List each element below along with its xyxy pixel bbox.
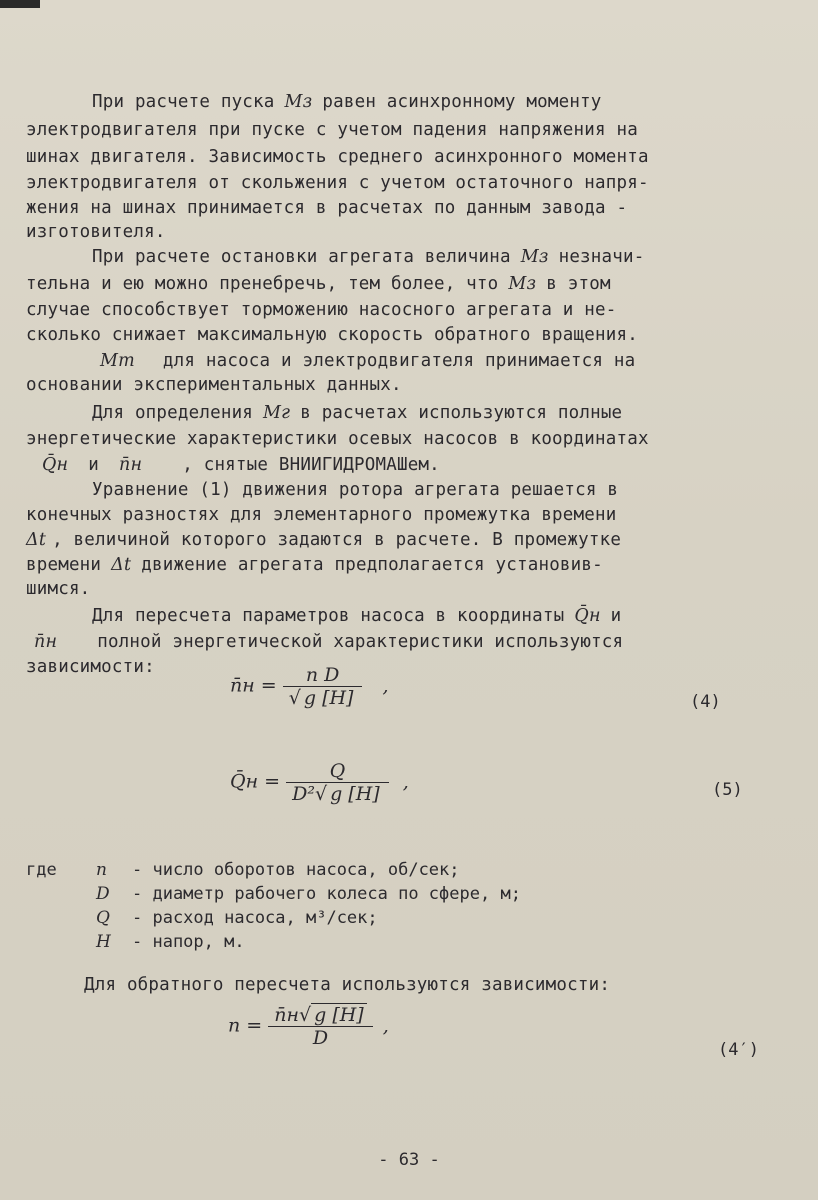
text-line: основании экспериментальных данных. bbox=[26, 375, 402, 395]
text-line: времени Δt движение агрегата предполагается установив- bbox=[26, 555, 603, 575]
text-line: Δt , величиной которого задаются в расчете. В промежутке bbox=[26, 530, 622, 550]
text-line: шимся. bbox=[26, 579, 91, 599]
equation-number: (5) bbox=[712, 780, 743, 800]
text-line: Уравнение (1) движения ротора агрегата решается в bbox=[92, 480, 619, 500]
variable-definitions bbox=[26, 858, 521, 954]
text-line: зависимости: bbox=[26, 657, 155, 677]
text-line: Mт для насоса и электродвигателя принимается на bbox=[100, 351, 636, 371]
formula-4: n̄н = $\frac{\text{n D}}{√ g [H]}$ , bbox=[230, 664, 389, 709]
formula-4-prime: n = $\frac{n̄н√ g [H]}{D}$ , bbox=[228, 1004, 389, 1049]
definition-row: где n - число оборотов насоса, об/сек; bbox=[26, 860, 460, 880]
text-line: энергетические характеристики осевых насосов в координатах bbox=[26, 429, 649, 449]
text-line: Q̄н и n̄н , снятые ВНИИГИДРОМАШем. bbox=[42, 455, 440, 475]
text-line: При расчете пуска Mз равен асинхронному моменту bbox=[92, 92, 602, 112]
text-line: тельна и ею можно пренебречь, тем более, что Mз в этом bbox=[26, 274, 611, 294]
text-line: Для определения Mг в расчетах используются полные bbox=[92, 403, 623, 423]
text-line: n̄н полной энергетической характеристики используются bbox=[34, 632, 624, 652]
page-number: - 63 - bbox=[378, 1150, 440, 1170]
text-line: Для пересчета параметров насоса в координаты Q̄н и bbox=[92, 606, 622, 626]
definition-row: D - диаметр рабочего колеса по сфере, м; bbox=[96, 884, 521, 904]
equation-number: (4′) bbox=[718, 1040, 759, 1060]
text-line: Для обратного пересчета используются зависимости: bbox=[84, 975, 611, 995]
formula-5: Q̄н = $\frac{Q}{\text{D²√ g [H]}}$ , bbox=[230, 760, 409, 805]
text-line: жения на шинах принимается в расчетах по данным завода - bbox=[26, 198, 628, 218]
text-line: При расчете остановки агрегата величина Mз незначи- bbox=[92, 247, 645, 267]
scan-edge-mark bbox=[0, 0, 40, 8]
text-line: шинах двигателя. Зависимость среднего асинхронного момента bbox=[26, 147, 649, 167]
text-line: электродвигателя от скольжения с учетом остаточного напря- bbox=[26, 173, 649, 193]
text-line: сколько снижает максимальную скорость обратного вращения. bbox=[26, 325, 638, 345]
equation-number: (4) bbox=[690, 692, 721, 712]
text-line: электродвигателя при пуске с учетом падения напряжения на bbox=[26, 120, 638, 140]
text-line: случае способствует торможению насосного агрегата и не- bbox=[26, 300, 617, 320]
text-line: изготовителя. bbox=[26, 222, 166, 242]
text-line: конечных разностях для элементарного промежутка времени bbox=[26, 505, 617, 525]
definition-row: Q - расход насоса, м³/сек; bbox=[96, 908, 378, 928]
definition-row: H - напор, м. bbox=[96, 932, 245, 952]
